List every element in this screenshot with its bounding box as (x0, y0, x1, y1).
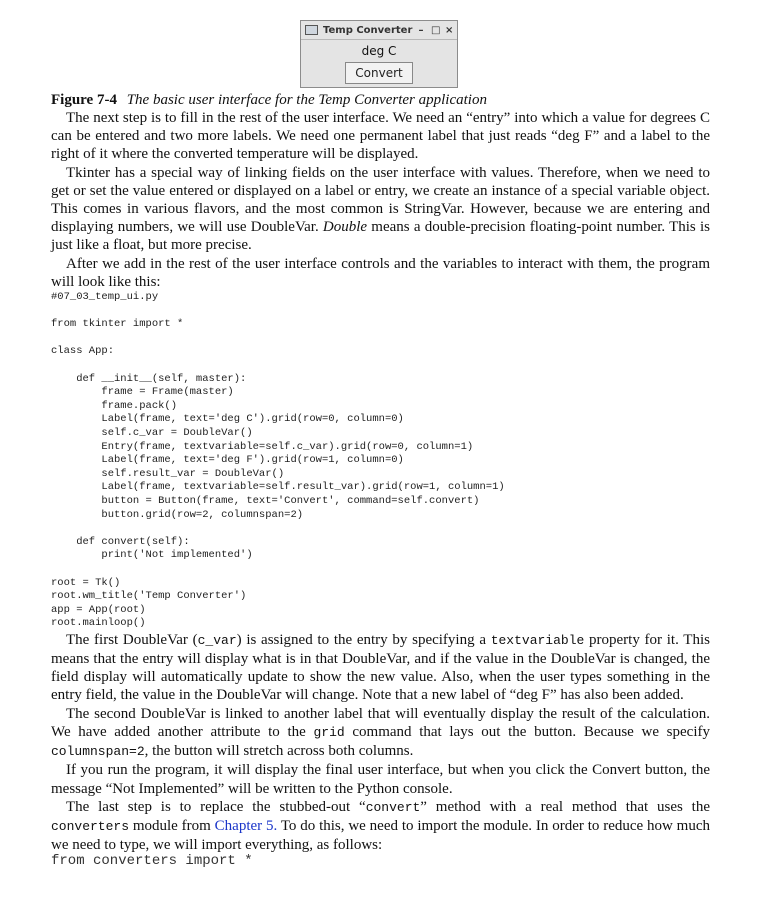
figure-caption-text: The basic user interface for the Temp Converter application (126, 92, 487, 108)
paragraph-6: If you run the program, it will display the final user interface, but when you click the Convert button, the message “Not Implemented” will be written to the Python console. (51, 762, 710, 797)
figure-caption (51, 91, 710, 109)
figure-number: Figure 7-4 (51, 92, 117, 108)
document-body (51, 91, 710, 869)
window-controls (417, 25, 453, 36)
minimize-icon[interactable]: – (418, 24, 424, 36)
temp-converter-window (300, 20, 458, 88)
paragraph-7: The last step is to replace the stubbed-out “convert” method with a real method that uses the converters module from Chapter 5. To do this, we need to import the module. In order to reduce how much we need to type, we will import everything, as follows: (51, 798, 710, 854)
deg-c-label: deg C (361, 44, 397, 58)
paragraph-1: The next step is to fill in the rest of the user interface. We need an “entry” into which a value for degrees C can be entered and two more labels. We need one permanent label that just reads “deg F” and a label to the right of it where the converted temperature will be displayed. (51, 110, 710, 163)
code-listing: #07_03_temp_ui.py from tkinter import * class App: def __init__(self, master): frame = Frame(master) frame.pack() Label(frame, text='deg C').grid(row=0, column=0) self.c_var = DoubleVar() Entry(frame, textvariable=self.c_var).grid(row=0, column=1) Label(frame, text='deg F').grid(row=1, column=0) self.result_var = DoubleVar() Label(frame, textvariable=self.result_var).grid(row=1, column=1) button = Button(frame, text='Convert', command=self.convert) button.grid(row=2, columnspan=2) def convert(self): print('Not implemented') root = Tk() root.wm_title('Temp Converter') app = App(root) root.mainloop() (51, 291, 505, 630)
window-app-icon (305, 25, 318, 35)
window-title: Temp Converter (323, 24, 413, 36)
import-statement: from converters import * (51, 853, 253, 870)
paragraph-5: The second DoubleVar is linked to another label that will eventually display the result of the calculation. We have added another attribute to the grid command that lays out the button. Because we specify columnspan=2, the button will stretch across both columns. (51, 705, 710, 760)
chapter-5-link[interactable]: Chapter 5. (214, 817, 278, 834)
maximize-icon[interactable]: □ (431, 24, 441, 36)
close-icon[interactable]: × (445, 24, 454, 36)
convert-button[interactable]: Convert (345, 62, 413, 84)
paragraph-4: The first DoubleVar (c_var) is assigned to the entry by specifying a textvariable property for it. This means that the entry will display what is in that DoubleVar, and if the value in the DoubleVar is changed, the field display will automatically update to show the new value. Also, when the user types something in the entry field, the value in the DoubleVar will change. Note that a new label of “deg F” has also been added. (51, 631, 710, 704)
paragraph-3: After we add in the rest of the user interface controls and the variables to interact with them, the program will look like this: (51, 255, 710, 290)
window-titlebar (301, 21, 457, 40)
paragraph-2: Tkinter has a special way of linking fields on the user interface with values. Therefore, when we need to get or set the value entered or displayed on a label or entry, we create an instance of a special variable object. This comes in various flavors, and the most common is StringVar. However, because we are entering and displaying numbers, we will use DoubleVar. Double means a double-precision floating-point number. This is just like a float, but more precise. (51, 164, 710, 254)
